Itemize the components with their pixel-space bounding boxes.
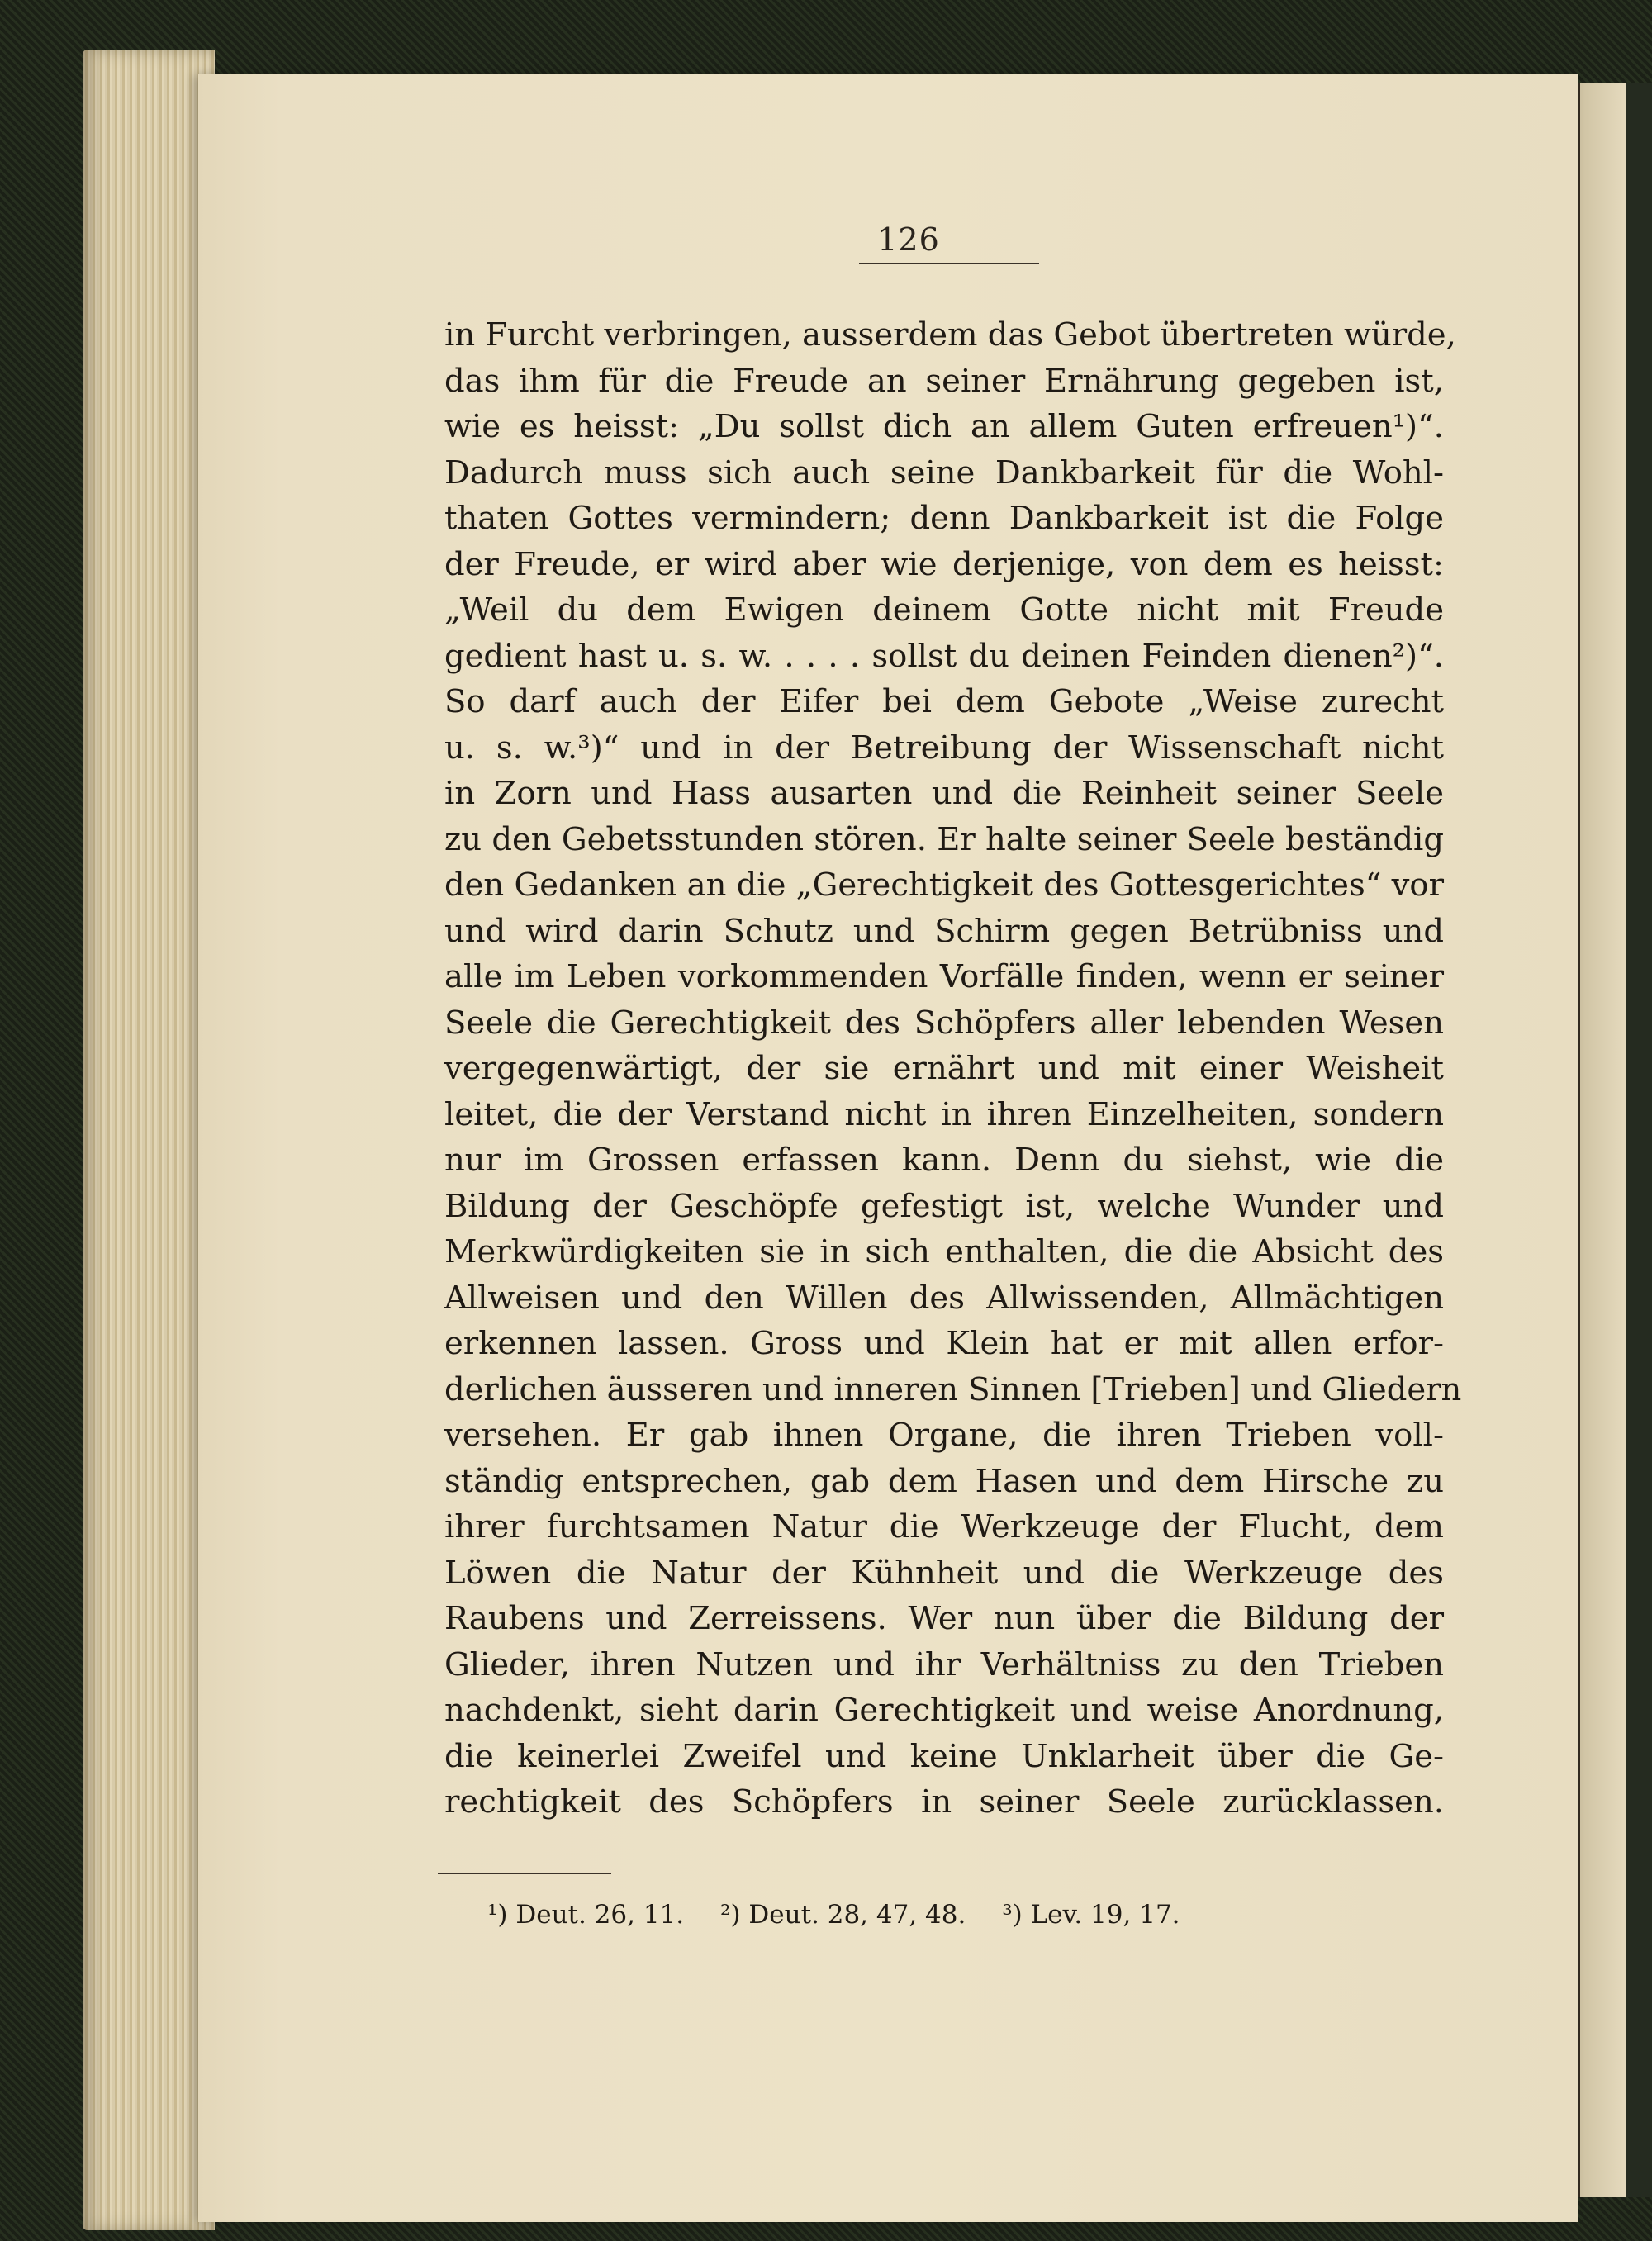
text-line: thaten Gottes vermindern; denn Dankbarkeit ist die Folge (444, 500, 1444, 537)
text-line: vergegenwärtigt, der sie ernährt und mit einer Weisheit (444, 1050, 1444, 1087)
text-line: und wird darin Schutz und Schirm gegen Betrübniss und (444, 912, 1444, 950)
text-line: u. s. w.³)“ und in der Betreibung der Wissenschaft nicht (444, 729, 1444, 767)
page-number-rule (859, 263, 1039, 264)
footnote: ³) Lev. 19, 17. (1002, 1900, 1180, 1930)
text-line: „Weil du dem Ewigen deinem Gotte nicht mit Freude (444, 591, 1444, 629)
text-line: alle im Leben vorkommenden Vorfälle finden, wenn er seiner (444, 958, 1444, 995)
text-line: rechtigkeit des Schöpfers in seiner Seele zurücklassen. (444, 1783, 1444, 1821)
text-line: Dadurch muss sich auch seine Dankbarkeit für die Wohl- (444, 453, 1444, 491)
text-line: zu den Gebetsstunden stören. Er halte seiner Seele beständig (444, 820, 1444, 858)
footnote-rule (438, 1873, 611, 1874)
footnote: ²) Deut. 28, 47, 48. (720, 1900, 966, 1930)
text-line: erkennen lassen. Gross und Klein hat er mit allen erfor- (444, 1325, 1444, 1362)
text-line: derlichen äusseren und inneren Sinnen [Trieben] und Gliedern (444, 1370, 1462, 1408)
text-line: wie es heisst: „Du sollst dich an allem Guten erfreuen¹)“. (444, 408, 1444, 445)
cover-edge-right (1626, 83, 1652, 2197)
text-line: das ihm für die Freude an seiner Ernährung gegeben ist, (444, 362, 1444, 400)
text-line: ihrer furchtsamen Natur die Werkzeuge der Flucht, dem (444, 1508, 1444, 1545)
footnote: ¹) Deut. 26, 11. (487, 1900, 685, 1930)
text-line: So darf auch der Eifer bei dem Gebote „Weise zurecht (444, 683, 1444, 720)
text-line: den Gedanken an die „Gerechtigkeit des Gottesgerichtes“ vor (444, 866, 1444, 904)
text-line: Seele die Gerechtigkeit des Schöpfers aller lebenden Wesen (444, 1004, 1444, 1042)
text-line: Glieder, ihren Nutzen und ihr Verhältniss zu den Trieben (444, 1645, 1444, 1683)
footnotes (487, 1900, 1313, 1930)
text-line: Löwen die Natur der Kühnheit und die Werkzeuge des (444, 1554, 1444, 1592)
text-line: Raubens und Zerreissens. Wer nun über die Bildung der (444, 1600, 1444, 1637)
text-line: Allweisen und den Willen des Allwissenden, Allmächtigen (444, 1279, 1444, 1317)
text-line: der Freude, er wird aber wie derjenige, von dem es heisst: (444, 545, 1444, 583)
text-line: leitet, die der Verstand nicht in ihren Einzelheiten, sondern (444, 1095, 1444, 1133)
page-edges (83, 50, 215, 2230)
text-line: versehen. Er gab ihnen Organe, die ihren Trieben voll- (444, 1417, 1444, 1454)
text-line: Merkwürdigkeiten sie in sich enthalten, die die Absicht des (444, 1233, 1444, 1270)
page-number: 126 (877, 221, 940, 258)
text-line: in Furcht verbringen, ausserdem das Gebot übertreten würde, (444, 316, 1456, 354)
text-line: in Zorn und Hass ausarten und die Reinheit seiner Seele (444, 775, 1444, 812)
text-line: ständig entsprechen, gab dem Hasen und dem Hirsche zu (444, 1462, 1444, 1500)
next-page-edge (1578, 83, 1630, 2197)
body-text (444, 312, 1462, 1826)
text-line: die keinerlei Zweifel und keine Unklarheit über die Ge- (444, 1737, 1444, 1775)
text-line: gedient hast u. s. w. . . . . sollst du deinen Feinden dienen²)“. (444, 637, 1444, 675)
text-line: nur im Grossen erfassen kann. Denn du siehst, wie die (444, 1142, 1444, 1179)
text-line: nachdenkt, sieht darin Gerechtigkeit und weise Anordnung, (444, 1692, 1444, 1729)
text-line: Bildung der Geschöpfe gefestigt ist, welche Wunder und (444, 1187, 1444, 1225)
